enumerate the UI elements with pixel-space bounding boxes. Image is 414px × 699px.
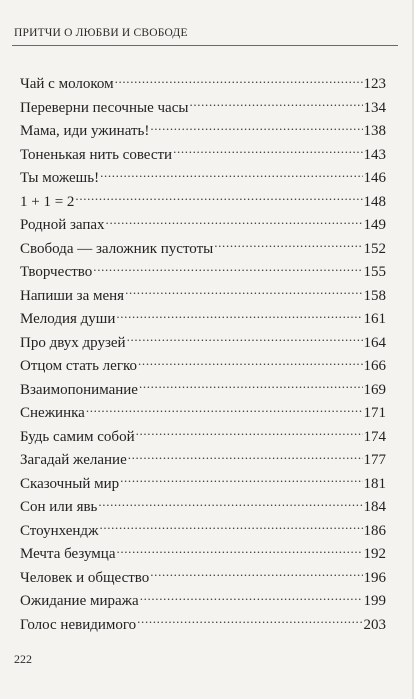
toc-entry-title: Отцом стать легко [20, 358, 138, 374]
toc-entry [20, 191, 386, 215]
toc-entry [20, 402, 386, 426]
toc-entry-page: 192 [363, 546, 386, 562]
toc-entry-page: 169 [363, 381, 386, 398]
toc-entry-page: 155 [363, 264, 386, 280]
dot-leader [173, 144, 362, 159]
toc-entry [20, 567, 386, 591]
toc-entry-page: 146 [363, 170, 386, 186]
toc-entry [20, 97, 386, 121]
dot-leader [116, 543, 362, 558]
page-number: 222 [14, 652, 32, 666]
toc-entry-title: Стоунхендж [20, 522, 99, 539]
dot-leader [116, 308, 362, 323]
dot-leader [86, 402, 363, 417]
toc-entry-title: Сказочный мир [20, 475, 120, 492]
toc-entry-title: Переверни песочные часы [20, 99, 189, 116]
toc-entry-page: 166 [363, 358, 386, 374]
toc-entry [20, 120, 386, 144]
toc-entry-page: 161 [363, 311, 386, 327]
dot-leader [140, 590, 363, 605]
toc-entry-title: Творчество [20, 264, 93, 280]
dot-leader [128, 449, 363, 464]
toc-entry-page: 148 [363, 193, 386, 210]
toc-entry-page: 164 [363, 334, 386, 351]
toc-entry-page: 149 [363, 217, 386, 233]
dot-leader [106, 214, 363, 229]
toc-entry [20, 332, 386, 356]
dot-leader [136, 426, 363, 441]
toc-entry-title: 1 + 1 = 2 [20, 193, 75, 210]
toc-entry [20, 238, 386, 262]
dot-leader [189, 97, 362, 112]
dot-leader [127, 332, 363, 347]
dot-leader [139, 379, 363, 394]
dot-leader [214, 238, 362, 253]
toc-entry [20, 379, 386, 403]
toc-entry-page: 181 [363, 475, 386, 492]
toc-entry-title: Будь самим собой [20, 428, 135, 445]
toc-entry-title: Мама, иди ужинать! [20, 123, 150, 139]
dot-leader [115, 73, 363, 88]
toc-entry-page: 152 [363, 240, 386, 257]
toc-entry [20, 614, 386, 638]
toc-entry [20, 496, 386, 520]
dot-leader [120, 473, 362, 488]
dot-leader [93, 261, 362, 276]
toc-entry-page: 143 [363, 146, 386, 163]
toc-entry-title: Ты можешь! [20, 170, 100, 186]
toc-entry-page: 196 [363, 569, 386, 586]
toc-entry-title: Человек и общество [20, 569, 150, 586]
toc-entry-page: 171 [363, 405, 386, 421]
toc-entry-page: 184 [363, 499, 386, 515]
toc-entry [20, 520, 386, 544]
toc-entry-page: 186 [363, 522, 386, 539]
toc-entry-title: Снежинка [20, 405, 85, 421]
toc-entry [20, 449, 386, 473]
header-rule [12, 45, 398, 46]
dot-leader [100, 167, 362, 182]
toc-entry [20, 214, 386, 238]
toc-entry [20, 426, 386, 450]
dot-leader [75, 191, 362, 206]
toc-entry-title: Взаимопонимание [20, 381, 138, 398]
dot-leader [138, 355, 362, 370]
dot-leader [99, 520, 362, 535]
toc-entry-title: Сон или явь [20, 499, 98, 515]
toc-entry-title: Чай с молоком [20, 76, 114, 92]
toc-entry [20, 261, 386, 285]
toc-entry-title: Напиши за меня [20, 287, 125, 304]
toc-entry [20, 473, 386, 497]
dot-leader [150, 567, 362, 582]
toc-entry-title: Про двух друзей [20, 334, 126, 351]
toc-entry-title: Родной запах [20, 217, 105, 233]
running-head: ПРИТЧИ О ЛЮБВИ И СВОБОДЕ [14, 27, 188, 39]
toc-entry [20, 590, 386, 614]
toc-entry [20, 543, 386, 567]
toc-entry [20, 144, 386, 168]
toc-entry-title: Голос невидимого [20, 616, 137, 633]
table-of-contents [20, 73, 386, 637]
toc-entry [20, 285, 386, 309]
dot-leader [98, 496, 362, 511]
toc-entry-title: Мелодия души [20, 311, 116, 327]
toc-entry-title: Ожидание миража [20, 593, 139, 609]
toc-entry-title: Мечта безумца [20, 546, 116, 562]
toc-entry-page: 138 [363, 123, 386, 139]
dot-leader [137, 614, 362, 629]
toc-entry-page: 134 [363, 99, 386, 116]
toc-entry [20, 167, 386, 191]
toc-entry-page: 158 [363, 287, 386, 304]
toc-entry-page: 199 [363, 593, 386, 609]
toc-entry [20, 308, 386, 332]
dot-leader [125, 285, 362, 300]
toc-entry-title: Загадай желание [20, 452, 127, 468]
toc-entry [20, 355, 386, 379]
toc-entry-title: Тоненькая нить совести [20, 146, 173, 163]
toc-entry-title: Свобода — заложник пустоты [20, 240, 214, 257]
toc-entry-page: 174 [363, 428, 386, 445]
toc-entry-page: 177 [363, 452, 386, 468]
toc-entry [20, 73, 386, 97]
toc-entry-page: 123 [363, 76, 386, 92]
toc-entry-page: 203 [363, 616, 386, 633]
dot-leader [150, 120, 362, 135]
